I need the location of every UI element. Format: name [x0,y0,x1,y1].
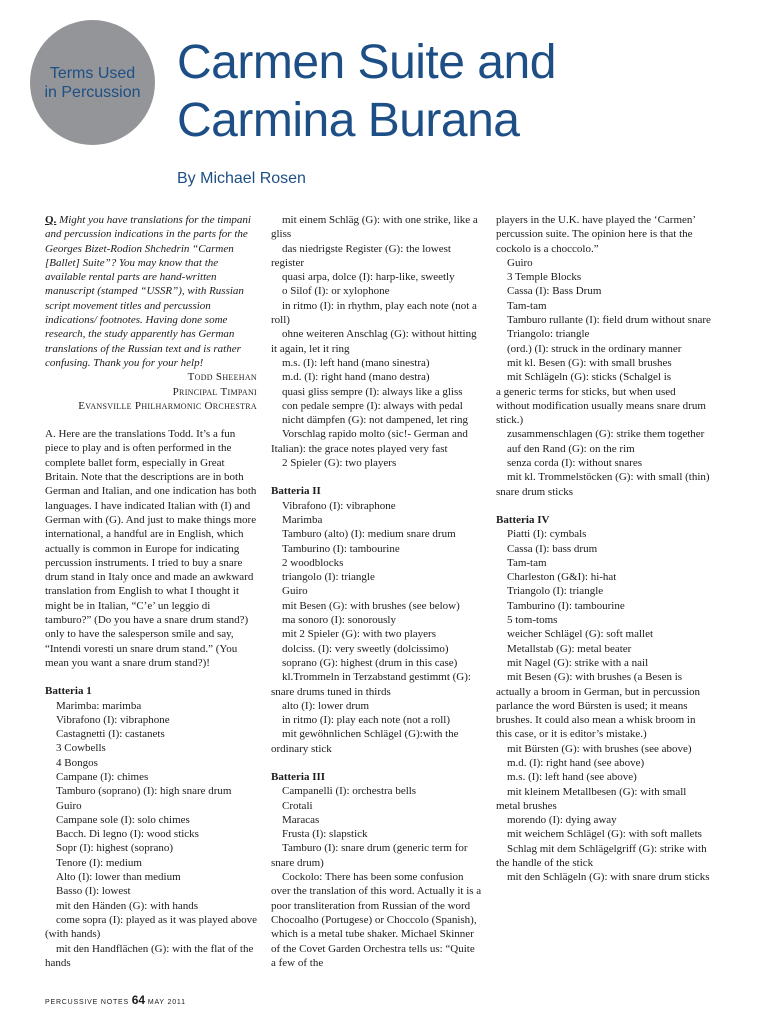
term-entry: zusammenschlagen (G): strike them together [507,428,705,441]
term-entry: morendo (I): dying away [507,814,617,827]
signature-name: Todd Sheehan [187,371,257,384]
term-entry: Tamburo (alto) (I): medium snare drum [282,528,456,541]
term-list [496,527,711,884]
term-entry: m.s. (I): left hand (mano sinestra) [282,356,430,369]
term-entry: auf den Rand (G): on the rim [507,442,635,455]
footer-publication: PERCUSSIVE NOTES [45,999,129,1006]
term-entry: Guiro [282,585,308,598]
section-heading-batteria-1: Batteria 1 [45,685,92,698]
question-text: Might you have translations for the timpani and percussion indications in the parts for the Georges Bizet-Rodion Shchedrin “Carmen [Ballet] Suite”? You may know that the available rental parts are hand-written manuscript (stamped “USSR”), with Russian script movement titles and percussion indications/ footnotes. Having done some research, the study apparently has German translations of the Russian text and is rather confusing. Thank you for your help! [45,214,251,369]
term-entry: 3 Cowbells [56,742,106,755]
term-entry: Schlag mit dem Schlägelgriff (G): strike with the handle of the stick [496,842,707,870]
term-entry: mit Nagel (G): strike with a nail [507,656,649,669]
term-entry: Tenore (I): medium [56,856,142,869]
footer-date: MAY 2011 [147,999,186,1006]
term-entry: soprano (G): highest (drum in this case) [282,656,458,669]
term-entry: alto (I): lower drum [282,699,370,712]
term-entry: Cassa (I): bass drum [507,542,598,555]
term-entry: m.d. (I): right hand (mano destra) [282,371,430,384]
term-list [496,213,711,499]
term-entry: o Silof (I): or xylophone [282,285,390,298]
term-entry: mit kleinem Metallbesen (G): with small metal brushes [496,785,687,812]
term-entry: con pedale sempre (I): always with pedal [282,399,463,412]
column-1 [45,213,257,970]
term-entry: kl.Trommeln in Terzabstand gestimmt (G): snare drums tuned in thirds [271,671,471,698]
page-footer [45,993,186,1007]
term-entry: Tam-tam [507,299,547,312]
term-entry: Alto (I): lower than medium [56,871,181,884]
title-line-2: Carmina Burana [177,94,520,147]
badge-line-1: Terms Used [49,64,136,82]
section-heading-batteria-2: Batteria II [271,485,321,498]
term-entry: Triangolo: triangle [507,328,590,341]
term-entry: mit weichem Schlägel (G): with soft mallets [507,828,702,841]
question-paragraph [45,213,257,370]
term-entry: Bacch. Di legno (I): wood sticks [56,828,199,841]
term-entry: Cassa (I): Bass Drum [507,285,602,298]
term-entry: 3 Temple Blocks [507,271,582,284]
term-entry: quasi gliss sempre (I): always like a gliss [282,385,463,398]
term-entry: 5 tom-toms [507,614,558,627]
term-entry: Vibrafono (I): vibraphone [282,499,396,512]
term-entry: Vibrafono (I): vibraphone [56,713,170,726]
term-entry: 2 Spieler (G): two players [282,457,397,470]
footer-page-number: 64 [131,993,146,1007]
term-list [271,499,482,756]
term-entry: Tamburo rullante (I): field drum without snare [507,314,711,327]
term-entry: in ritmo (I): in rhythm, play each note (not a roll) [271,299,477,327]
term-entry: Maracas [282,813,320,826]
term-entry: Campane sole (I): solo chimes [56,813,190,826]
term-entry: mit Bürsten (G): with brushes (see above) [507,742,692,755]
term-entry: 2 woodblocks [282,556,344,569]
term-entry: mit gewöhnlichen Schlägel (G):with the ordinary stick [271,728,459,755]
signature-org: Evansville Philharmonic Orchestra [78,399,257,412]
article-title [177,34,556,150]
term-list [271,213,482,470]
term-entry: mit kl. Besen (G): with small brushes [507,356,672,369]
term-entry: Tamburino (I): tambourine [282,542,400,555]
term-entry: a generic terms for sticks, but when used without modification usually means snare drum stick.) [496,385,706,427]
term-entry: Triangolo (I): triangle [507,585,604,598]
term-entry: in ritmo (I): play each note (not a roll) [282,714,450,727]
byline: By Michael Rosen [177,170,306,187]
term-entry: Tam-tam [507,556,547,569]
term-entry: mit Schlägeln (G): sticks (Schalgel is [507,371,672,384]
terms-badge [30,20,155,145]
term-entry: senza corda (I): without snares [507,457,643,470]
term-entry: (ord.) (I): struck in the ordinary manner [507,342,682,355]
term-entry: Marimba [282,513,323,526]
answer-text: Here are the translations Todd. It’s a fun piece to play and is often performed in the complete ballet form, especially in Great Britain. Note that the descriptions are in both German and Italian, and one indication has both languages. I have indicated Italian with (I) and German with (G). And just to make things more international, a handful are in English, which actually is common in Europe for indicating percussion instruments. I tried to buy a snare drum stand in Italy once and made an awkward translation from English to what I thought it might be in Italian, “C’e’ un leggio di tamburo?” (Do you have a snare drum stand?) only to have the salesperson smile and say, “Intendi voresti un snare drum stand.” (You mean you want a snare drum stand?)! [45,428,257,669]
term-entry: Campanelli (I): orchestra bells [282,785,417,798]
section-heading-batteria-4: Batteria IV [496,513,550,526]
term-entry: Tamburo (soprano) (I): high snare drum [56,785,232,798]
term-entry: mit 2 Spieler (G): with two players [282,628,436,641]
term-entry: Campane (I): chimes [56,770,149,783]
term-entry: mit kl. Trommelstöcken (G): with small (thin) snare drum sticks [496,471,710,498]
term-entry: mit Besen (G): with brushes (a Besen is actually a broom in German, but in percussion parlance the word Bürsten is used; it means brushes. It could also mean a whisk broom in this case, or it is editor’s mistake.) [496,671,701,741]
term-entry: Tamburino (I): tambourine [507,599,625,612]
title-line-1: Carmen Suite and [177,36,556,89]
answer-paragraph [45,427,257,670]
term-entry: dolciss. (I): very sweetly (dolcissimo) [282,642,449,655]
column-2 [271,213,482,970]
answer-label: A. [45,428,56,441]
term-entry: mit den Handflächen (G): with the flat of the hands [45,942,254,969]
term-entry: triangolo (I): triangle [282,571,375,584]
column-3 [496,213,711,885]
question-label: Q. [45,214,57,226]
term-entry: come sopra (I): played as it was played above (with hands) [45,913,257,941]
term-entry: Metallstab (G): metal beater [507,642,632,655]
term-entry: 4 Bongos [56,756,98,769]
term-entry: ohne weiteren Anschlag (G): without hitting it again, let it ring [271,328,477,355]
term-list [271,784,482,970]
term-entry: quasi arpa, dolce (I): harp-like, sweetly [282,271,455,284]
term-entry: Marimba: marimba [56,699,142,712]
term-entry: mit Besen (G): with brushes (see below) [282,599,460,612]
term-entry: Sopr (I): highest (soprano) [56,842,174,855]
term-entry: m.d. (I): right hand (see above) [507,756,645,769]
term-entry: Frusta (I): slapstick [282,828,368,841]
term-entry: Guiro [507,256,533,269]
term-entry: Tamburo (I): snare drum (generic term for snare drum) [271,842,468,869]
term-entry: ma sonoro (I): sonorously [282,614,396,627]
term-entry: weicher Schlägel (G): soft mallet [507,628,654,641]
term-entry: Piatti (I): cymbals [507,528,587,541]
term-entry: Charleston (G&I): hi-hat [507,571,617,584]
term-entry: Castagnetti (I): castanets [56,728,165,741]
term-entry: das niedrigste Register (G): the lowest register [271,242,451,269]
signature-title: Principal Timpani [172,385,257,398]
term-entry: Vorschlag rapido molto (sic!- German and Italian): the grace notes played very fast [271,428,468,455]
term-entry: mit den Händen (G): with hands [56,899,199,912]
term-entry: mit einem Schläg (G): with one strike, like a gliss [271,214,478,241]
section-heading-batteria-3: Batteria III [271,770,326,783]
term-list [45,699,257,971]
term-entry: m.s. (I): left hand (see above) [507,771,637,784]
term-entry: Guiro [56,799,82,812]
term-entry: players in the U.K. have played the ‘Carmen’ percussion suite. The opinion here is that the cockolo is a choccolo.” [496,214,696,255]
term-entry: Cockolo: There has been some confusion over the translation of this word. Actually it is a poor transliteration from Russian of the word Chocoalho (Portugese) or Choccolo (Spanish), which is a metal tube shaker. Michael Skinner of the Covet Garden Orchestra tells us: “Quite a few of the [271,871,482,969]
badge-line-2: in Percussion [44,83,141,101]
term-entry: mit den Schlägeln (G): with snare drum sticks [507,871,710,884]
term-entry: Basso (I): lowest [56,885,131,898]
term-entry: Crotali [282,799,313,812]
term-entry: nicht dämpfen (G): not dampened, let ring [282,414,469,427]
